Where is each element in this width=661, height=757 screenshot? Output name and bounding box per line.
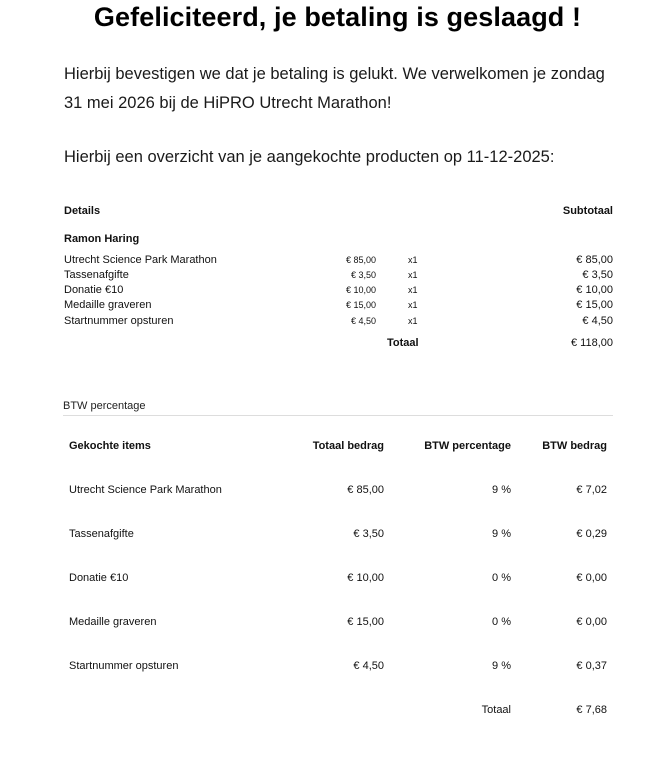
item-price: € 85,00 (345, 255, 376, 265)
item-subtotal: € 85,00 (576, 254, 613, 266)
btw-item: Medaille graveren (69, 616, 157, 628)
btw-percentage: 9 % (492, 484, 511, 496)
btw-percentage: 0 % (492, 572, 511, 584)
header-items: Gekochte items (69, 440, 151, 452)
btw-amount: € 0,00 (576, 572, 607, 584)
btw-row (69, 660, 607, 676)
divider (63, 415, 613, 416)
order-item-row (64, 315, 613, 330)
item-price: € 3,50 (350, 270, 376, 280)
overview-paragraph: Hierbij een overzicht van je aangekochte producten op 11-12-2025: (64, 148, 555, 166)
item-name: Medaille graveren (64, 299, 152, 311)
intro-paragraph: Hierbij bevestigen we dat je betaling is gelukt. We verwelkomen je zondag 31 mei 2026 bij de HiPRO Utrecht Marathon! (64, 65, 605, 112)
order-total-row (64, 337, 613, 352)
item-qty: x1 (408, 316, 418, 326)
btw-item: Tassenafgifte (69, 528, 134, 540)
btw-row (69, 484, 607, 500)
btw-item: Startnummer opsturen (69, 660, 179, 672)
order-total-value: € 118,00 (570, 337, 613, 349)
order-item-row (64, 299, 613, 314)
btw-total: € 15,00 (347, 616, 384, 628)
btw-amount: € 7,02 (576, 484, 607, 496)
btw-row (69, 528, 607, 544)
subtotal-header: Subtotaal (562, 205, 613, 217)
item-qty: x1 (408, 285, 418, 295)
item-name: Tassenafgifte (64, 269, 129, 281)
btw-total-value: € 7,68 (576, 704, 607, 716)
item-qty: x1 (408, 255, 418, 265)
btw-total: € 4,50 (353, 660, 384, 672)
item-subtotal: € 3,50 (582, 269, 613, 281)
btw-amount: € 0,29 (576, 528, 607, 540)
btw-caption: BTW percentage (63, 400, 146, 412)
header-amount: BTW bedrag (542, 440, 607, 452)
order-item-row (64, 269, 613, 284)
btw-total: € 85,00 (347, 484, 384, 496)
item-subtotal: € 10,00 (576, 284, 613, 296)
btw-item: Donatie €10 (69, 572, 129, 584)
btw-percentage: 0 % (492, 616, 511, 628)
btw-percentage: 9 % (492, 528, 511, 540)
item-name: Utrecht Science Park Marathon (64, 254, 217, 266)
item-price: € 15,00 (345, 300, 376, 310)
item-qty: x1 (408, 300, 418, 310)
item-price: € 4,50 (350, 316, 376, 326)
page-title: Gefeliciteerd, je betaling is geslaagd ! (93, 2, 582, 32)
item-price: € 10,00 (345, 285, 376, 295)
item-subtotal: € 15,00 (576, 299, 613, 311)
item-name: Startnummer opsturen (64, 315, 174, 327)
btw-header-row (69, 440, 607, 456)
btw-total-label: Totaal (481, 704, 511, 716)
details-header: Details (64, 205, 101, 217)
btw-row (69, 616, 607, 632)
btw-row (69, 572, 607, 588)
item-subtotal: € 4,50 (582, 315, 613, 327)
btw-total-row (69, 704, 607, 720)
btw-percentage: 9 % (492, 660, 511, 672)
item-name: Donatie €10 (64, 284, 124, 296)
btw-amount: € 0,00 (576, 616, 607, 628)
order-item-row (64, 254, 613, 269)
order-total-label: Totaal (387, 337, 419, 349)
btw-amount: € 0,37 (576, 660, 607, 672)
btw-total: € 3,50 (353, 528, 384, 540)
customer-name: Ramon Haring (64, 233, 140, 245)
order-item-row (64, 284, 613, 299)
customer-row (64, 233, 613, 248)
btw-item: Utrecht Science Park Marathon (69, 484, 222, 496)
item-qty: x1 (408, 270, 418, 280)
header-total: Totaal bedrag (312, 440, 384, 452)
header-percentage: BTW percentage (424, 440, 511, 452)
order-header-row (64, 205, 613, 220)
btw-total: € 10,00 (347, 572, 384, 584)
